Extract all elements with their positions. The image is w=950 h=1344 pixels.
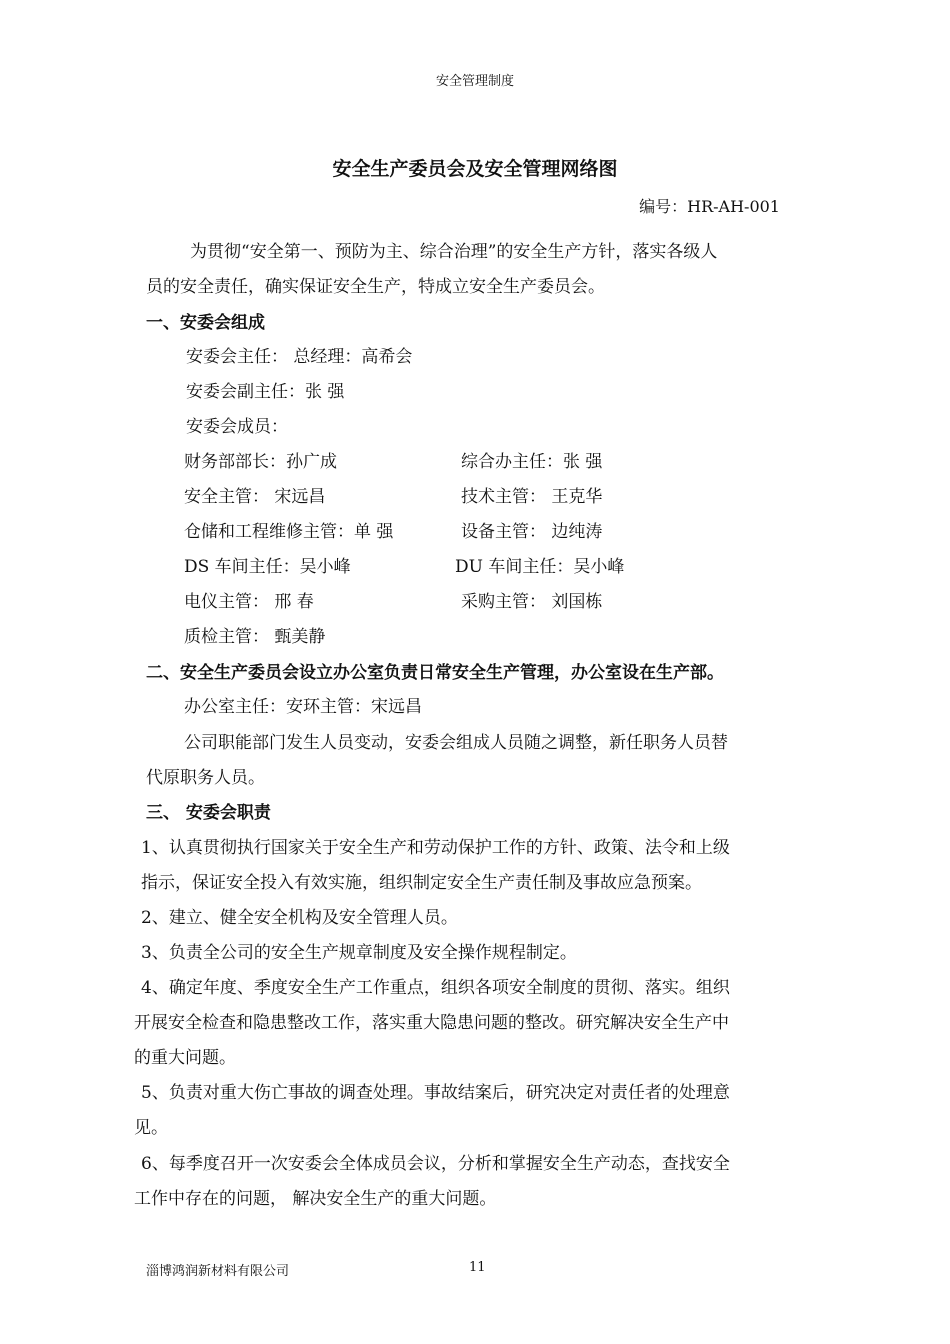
- duty-1-line-2: 指示，保证安全投入有效实施，组织制定安全生产责任制及事故应急预案。: [141, 873, 702, 893]
- member-right: 采购主管： 刘国栋: [461, 592, 603, 612]
- member-right: 设备主管： 边纯涛: [461, 522, 603, 542]
- page-number: 11: [469, 1260, 486, 1275]
- intro-line-2: 员的安全责任，确实保证安全生产，特成立安全生产委员会。: [146, 277, 605, 297]
- section-2-note-line-2: 代原职务人员。: [146, 768, 265, 788]
- duty-5-line-2: 见。: [134, 1118, 168, 1138]
- section-2-heading: 二、安全生产委员会设立办公室负责日常安全生产管理，办公室设在生产部。: [146, 663, 724, 683]
- duty-4-line-2: 开展安全检查和隐患整改工作，落实重大隐患问题的整改。研究解决安全生产中: [134, 1013, 729, 1033]
- duty-2: 2、建立、健全安全机构及安全管理人员。: [141, 908, 458, 928]
- duty-4-line-1: 4、确定年度、季度安全生产工作重点，组织各项安全制度的贯彻、落实。组织: [141, 978, 730, 998]
- duty-5-line-1: 5、负责对重大伤亡事故的调查处理。事故结案后，研究决定对责任者的处理意: [141, 1083, 730, 1103]
- page-header: 安全管理制度: [435, 74, 514, 89]
- member-left: 电仪主管： 邢 春: [184, 592, 314, 612]
- footer-company: 淄博鸿润新材料有限公司: [146, 1264, 290, 1279]
- committee-vice-director: 安委会副主任：张 强: [186, 382, 345, 402]
- committee-members-label: 安委会成员：: [186, 417, 288, 437]
- committee-director: 安委会主任： 总经理：高希会: [186, 347, 413, 367]
- member-left: 财务部部长：孙广成: [184, 452, 337, 472]
- section-2-note-line-1: 公司职能部门发生人员变动，安委会组成人员随之调整，新任职务人员替: [184, 733, 728, 753]
- duty-3: 3、负责全公司的安全生产规章制度及安全操作规程制定。: [141, 943, 577, 963]
- section-1-heading: 一、安委会组成: [146, 313, 265, 333]
- member-left: 仓储和工程维修主管：单 强: [184, 522, 394, 542]
- duty-6-line-2: 工作中存在的问题， 解决安全生产的重大问题。: [134, 1189, 497, 1209]
- member-right: 技术主管： 王克华: [461, 487, 603, 507]
- intro-line-1: 为贯彻“安全第一、预防为主、综合治理”的安全生产方针，落实各级人: [190, 242, 718, 262]
- office-director: 办公室主任：安环主管：宋远昌: [184, 697, 422, 717]
- document-title: 安全生产委员会及安全管理网络图: [332, 158, 618, 180]
- member-left: 质检主管： 甄美静: [184, 627, 326, 647]
- member-right: DU 车间主任：吴小峰: [455, 557, 625, 577]
- duty-4-line-3: 的重大问题。: [134, 1048, 236, 1068]
- member-left: 安全主管： 宋远昌: [184, 487, 326, 507]
- section-3-heading: 三、 安委会职责: [146, 803, 271, 823]
- member-left: DS 车间主任：吴小峰: [184, 557, 351, 577]
- duty-1-line-1: 1、认真贯彻执行国家关于安全生产和劳动保护工作的方针、政策、法令和上级: [141, 838, 730, 858]
- duty-6-line-1: 6、每季度召开一次安委会全体成员会议，分析和掌握安全生产动态，查找安全: [141, 1154, 730, 1174]
- member-right: 综合办主任：张 强: [461, 452, 603, 472]
- document-number: 编号：HR-AH-001: [639, 197, 780, 216]
